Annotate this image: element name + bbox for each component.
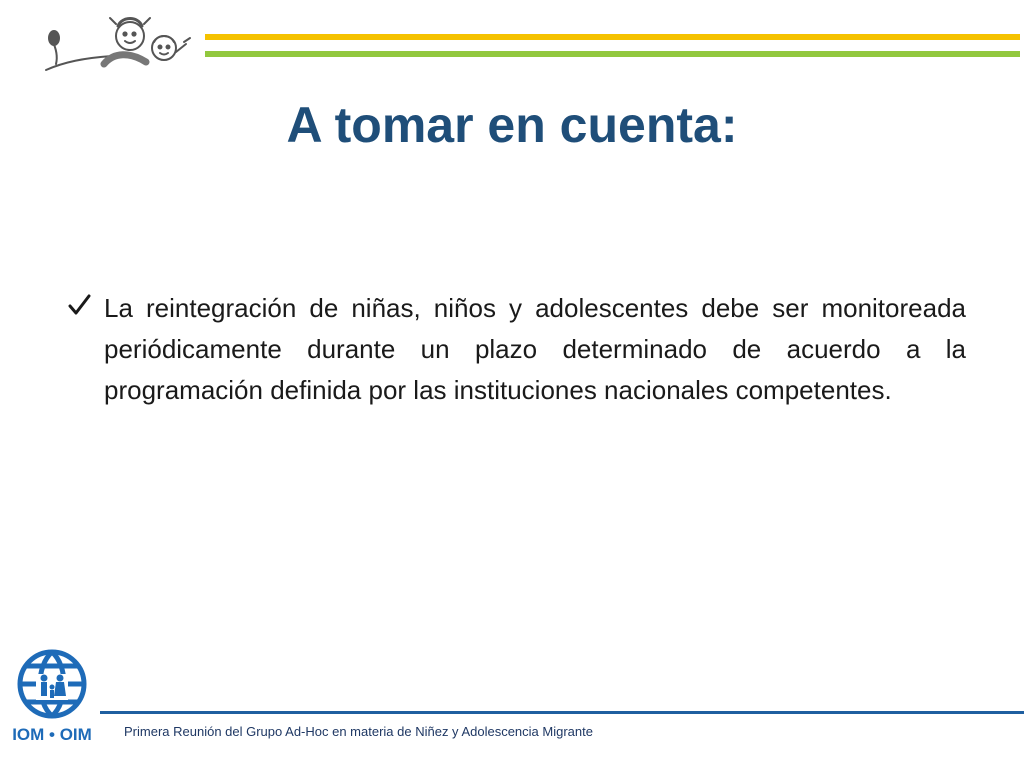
children-illustration-logo — [34, 12, 194, 80]
iom-oim-logo — [6, 646, 100, 746]
bullet-item — [66, 288, 966, 411]
slide-title: A tomar en cuenta: — [286, 97, 738, 153]
footer-text: Primera Reunión del Grupo Ad-Hoc en materia de Niñez y Adolescencia Migrante — [124, 724, 593, 739]
checkmark-icon — [66, 292, 92, 318]
iom-logo-text: IOM • OIM — [12, 725, 92, 744]
decorative-bar-green — [205, 51, 1020, 57]
footer-divider — [100, 711, 1024, 714]
bullet-text: La reintegración de niñas, niños y adolescentes debe ser monitoreada periódicamente durante un plazo determinado de acuerdo a la programación definida por las instituciones nacionales competentes. — [104, 293, 966, 405]
decorative-bar-yellow — [205, 34, 1020, 40]
